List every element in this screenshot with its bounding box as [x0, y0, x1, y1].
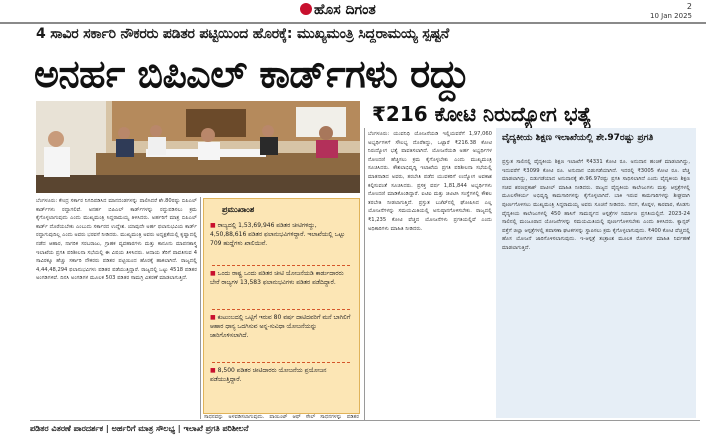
article-column-1: ಬೆಂಗಳೂರು: ಕೇಂದ್ರ ಸರ್ಕಾರ ನಿಗದಿಪಡಿಸಿದ ಮಾನದಂಡಗಳನ್ನು ಪಾಲಿಸಿದರೆ ಶೇ.80ರಷ್ಟು ಬಿಪಿಎಲ್ ಕಾರ್ಡ್‌ಗಳು ರದ್ದಾಗಲಿವೆ. ಅನರ್ಹ ಬಿಪಿಎಲ್ ಕಾರ್ಡ್‌ಗಳನ್ನು ರದ್ದುಪಡಿಸಲು ಕ್ರಮ ಕೈಗೊಳ್ಳಲಾಗುವುದು ಎಂದು ಮುಖ್ಯಮಂತ್ರಿ ಸಿದ್ದರಾಮಯ್ಯ ತಿಳಿಸಿದರು. ಅರ್ಹರಿಗೆ ಮಾತ್ರ ಬಿಪಿಎಲ್ ಕಾರ್ಡ್ ದೊರೆಯಬೇಕು ಎಂಬುದು ಸರ್ಕಾರದ ಉದ್ದೇಶ. ಯಾವುದೇ ಅರ್ಹ ಫಲಾನುಭವಿಯ ಕಾರ್ಡ್ ರದ್ದಾಗುವುದಿಲ್ಲ ಎಂದು ಅವರು ಭರವಸೆ ನೀಡಿದರು. ಮುಖ್ಯಮಂತ್ರಿ ಅವರು ಅಧ್ಯಕ್ಷತೆಯಲ್ಲಿ ಕೃಷ್ಣಾದಲ್ಲಿ ನಡೆದ ಆಹಾರ, ನಾಗರಿಕ ಸರಬರಾಜು, ಗ್ರಾಹಕ ವ್ಯವಹಾರಗಳು ಮತ್ತು ಕಾನೂನು ಮಾಪನಶಾಸ್ತ್ರ ಇಲಾಖೆಯ ಪ್ರಗತಿ ಪರಿಶೀಲನಾ ಸಭೆಯಲ್ಲಿ ಈ ವಿಷಯ ತಿಳಿಸಿದರು. ಆದಾಯ ತೆರಿಗೆ ಪಾವತಿಸುವ 4 ಸಾವಿರಕ್ಕೂ ಹೆಚ್ಚು ಸರ್ಕಾರಿ ನೌಕರರು ಪಡಿತರ ಪಟ್ಟಿಯಿಂದ ಹೊರಕ್ಕೆ ಹಾಕಲಾಗಿದೆ. ರಾಜ್ಯದಲ್ಲಿ 4,44,48,294 ಫಲಾನುಭವಿಗಳು ಪಡಿತರ ಪಡೆಯುತ್ತಿದ್ದಾರೆ. ರಾಜ್ಯದಲ್ಲಿ ಒಟ್ಟು 4518 ಪಡಿತರ ಅಂಗಡಿಗಳಿವೆ. ದಿನಸಿ ಅಂಗಡಿಗಳ ಮೂಲಕ 503 ಪಡಿತರ ಸಾಮಗ್ರಿ ವಿತರಣೆ ಮಾಡಲಾಗುತ್ತಿದೆ.	[36, 198, 197, 282]
highlight-separator	[212, 265, 350, 266]
bottom-rule	[30, 420, 700, 421]
kicker: 4 ಸಾವಿರ ಸರ್ಕಾರಿ ನೌಕರರು ಪಡಿತರ ಪಟ್ಟಿಯಿಂದ ಹೊರಕ್ಕೆ: ಮುಖ್ಯಮಂತ್ರಿ ಸಿದ್ದರಾಮಯ್ಯ ಸ್ಪಷ್ಟನೆ	[36, 26, 450, 42]
bullet-icon: ■	[210, 222, 216, 229]
highlight-item: ■ ಕುಟುಂಬದಲ್ಲಿ ಒಟ್ಟಿಗೆ ಇರುವ 80 ವರ್ಷ ದಾಟಿದವರಿಗೆ ಮನೆ ಬಾಗಿಲಿಗೆ ಆಹಾರ ಧಾನ್ಯ ಒದಗಿಸುವ ಅನ್ನ-ಸುವಿಧಾ ಯೋಜನೆಯನ್ನು ಜಾರಿಗೊಳಿಸಲಾಗಿದೆ.	[210, 314, 351, 339]
bullet-icon: ■	[210, 314, 216, 321]
meeting-photo	[36, 101, 360, 193]
highlight-item: ■ ರಾಜ್ಯದಲ್ಲಿ 1,53,69,946 ಪಡಿತರ ಚೀಟಿಗಳಿದ್ದು, 4,50,88,616 ಪಡಿತರ ಫಲಾನುಭವಿಗಳಿದ್ದಾರೆ. ಇಲಾಖೆಯಲ್ಲಿ ಒಟ್ಟು 709 ಹುದ್ದೆಗಳು ಖಾಲಿಯಿವೆ.	[210, 222, 345, 247]
bullet-icon: ■	[210, 270, 216, 277]
page-number: 2	[686, 2, 692, 11]
logo-mark-icon	[300, 3, 312, 15]
sidebox-body: ಪ್ರಸ್ತುತ ಸಾಲಿನಲ್ಲಿ ವೈದ್ಯಕೀಯ ಶಿಕ್ಷಣ ಇಲಾಖೆಗೆ ₹4331 ಕೋಟಿ ರೂ. ಅನುದಾನ ಹಂಚಿಕೆ ಮಾಡಲಾಗಿದ್ದು, ಇದುವರೆಗೆ ₹3099 ಕೋಟಿ ರೂ. ಅನುದಾನ ಬಿಡುಗಡೆಯಾಗಿದೆ. ಇದರಲ್ಲಿ ₹3005 ಕೋಟಿ ರೂ. ವೆಚ್ಚ ಮಾಡಲಾಗಿದ್ದು, ಬಿಡುಗಡೆಯಾದ ಅನುದಾನಕ್ಕೆ ಶೇ.96.97ರಷ್ಟು ಪ್ರಗತಿ ಸಾಧಿಸಲಾಗಿದೆ ಎಂದು ವೈದ್ಯಕೀಯ ಶಿಕ್ಷಣ ಸಚಿವ ಶರಣಪ್ರಕಾಶ್ ಪಾಟೀಲ್ ಮಾಹಿತಿ ನೀಡಿದರು. ರಾಜ್ಯದ ವೈದ್ಯಕೀಯ ಕಾಲೇಜುಗಳು ಮತ್ತು ಆಸ್ಪತ್ರೆಗಳಲ್ಲಿ ಮೂಲಸೌಕರ್ಯ ಅಭಿವೃದ್ಧಿ ಕಾಮಗಾರಿಗಳನ್ನು ಕೈಗೊಳ್ಳಲಾಗಿದೆ. ಬಾಕಿ ಇರುವ ಕಾಮಗಾರಿಗಳನ್ನು ಶೀಘ್ರವಾಗಿ ಪೂರ್ಣಗೊಳಿಸಲು ಮುಖ್ಯಮಂತ್ರಿ ಸಿದ್ದರಾಮಯ್ಯ ಅವರು ಸೂಚನೆ ನೀಡಿದರು. ಗದಗ, ಕೊಪ್ಪಳ, ಕಾರವಾರ, ಕೊಡಗು ವೈದ್ಯಕೀಯ ಕಾಲೇಜುಗಳಲ್ಲಿ 450 ಹಾಸಿಗೆ ಸಾಮರ್ಥ್ಯದ ಆಸ್ಪತ್ರೆಗಳ ನಿರ್ಮಾಣ ಪ್ರಗತಿಯಲ್ಲಿದೆ. 2023-24 ಸಾಲಿನಲ್ಲಿ ಮಂಜೂರಾದ ಯೋಜನೆಗಳನ್ನು ಸಮಯಮಿತಿಯಲ್ಲಿ ಪೂರ್ಣಗೊಳಿಸಬೇಕು ಎಂದು ತಿಳಿಸಿದರು. ಕ್ಯಾನ್ಸರ್ ಪತ್ತೆಗೆ ಜಿಲ್ಲಾ ಆಸ್ಪತ್ರೆಗಳಲ್ಲಿ ತಪಾಸಣಾ ಘಟಕಗಳನ್ನು ಸ್ಥಾಪಿಸಲು ಕ್ರಮ ಕೈಗೊಳ್ಳಲಾಗುವುದು. ₹400 ಕೋಟಿ ವೆಚ್ಚದಲ್ಲಿ ಹೊಸ ಯೋಜನೆ ಜಾರಿಗೊಳಿಸಲಾಗುವುದು. ಇ-ಆಸ್ಪತ್ರೆ ತಂತ್ರಾಂಶ ಮೂಲಕ ರೋಗಿಗಳ ಮಾಹಿತಿ ನಿರ್ವಹಣೆ ಮಾಡಲಾಗುತ್ತಿದೆ.	[502, 159, 690, 251]
sidebox-title: ವೈದ್ಯಕೀಯ ಶಿಕ್ಷಣ ಇಲಾಖೆಯಲ್ಲಿ ಶೇ.97ರಷ್ಟು ಪ್ರಗತಿ	[502, 133, 654, 143]
highlight-separator	[212, 362, 350, 363]
next-stories-strip: ಪಡಿತರ ವಿತರಣೆ ಪಾರದರ್ಶಕ | ಅರ್ಹರಿಗೆ ಮಾತ್ರ ಸೌಲಭ್ಯ | ಇಲಾಖೆ ಪ್ರಗತಿ ಪರಿಶೀಲನೆ	[30, 424, 249, 433]
medical-education-box	[496, 128, 696, 418]
highlight-separator	[212, 309, 350, 310]
issue-date: 10 Jan 2025	[650, 12, 692, 20]
highlights-title: ಪ್ರಮುಖಾಂಶ	[222, 205, 255, 214]
meeting-photo-illustration	[36, 101, 360, 193]
highlight-item: ■ 8,500 ಪಡಿತರ ಚೀಟಿದಾರರು ಯೋಜನೆಯ ಪ್ರಯೋಜನ ಪಡೆಯುತ್ತಿದ್ದಾರೆ.	[210, 367, 327, 383]
newspaper-logo: ಹೊಸ ದಿಗಂತ	[300, 2, 376, 18]
highlight-item: ■ ಒಂದು ರಾಷ್ಟ್ರ ಒಂದು ಪಡಿತರ ಚೀಟಿ ಯೋಜನೆಯಡಿ ಕಾರ್ಡುದಾರರು ಬೇರೆ ರಾಜ್ಯಗಳ 13,583 ಫಲಾನುಭವಿಗಳು ಪಡಿತರ ಪಡೆದಿದ್ದಾರೆ.	[210, 270, 344, 286]
highlights-box	[203, 198, 360, 414]
bullet-icon: ■	[210, 367, 216, 374]
column-divider	[200, 197, 201, 419]
headline: ಅನರ್ಹ ಬಿಪಿಎಲ್ ಕಾರ್ಡ್‌ಗಳು ರದ್ದು	[34, 52, 470, 96]
article-column-3: ಬೆಂಗಳೂರು: ಯುವನಿಧಿ ಯೋಜನೆಯಡಿ ಇಲ್ಲಿಯವರೆಗೆ 1,97,060 ಅಭ್ಯರ್ಥಿಗಳಿಗೆ ಸೌಲಭ್ಯ ದೊರೆತಿದ್ದು, ಒಟ್ಟಾರೆ ₹216.38 ಕೋಟಿ ನಿರುದ್ಯೋಗ ಭತ್ಯೆ ಪಾವತಿಸಲಾಗಿದೆ. ಯೋಜನೆಯಡಿ ಅರ್ಹ ಅಭ್ಯರ್ಥಿಗಳ ನೋಂದಣಿ ಹೆಚ್ಚಿಸಲು ಕ್ರಮ ಕೈಗೊಳ್ಳಬೇಕು ಎಂದು ಮುಖ್ಯಮಂತ್ರಿ ಸೂಚಿಸಿದರು. ಕೌಶಲಾಭಿವೃದ್ಧಿ ಇಲಾಖೆಯ ಪ್ರಗತಿ ಪರಿಶೀಲನಾ ಸಭೆಯಲ್ಲಿ ಮಾತನಾಡಿದ ಅವರು, ತರಬೇತಿ ಪಡೆದ ಯುವಕರಿಗೆ ಉದ್ಯೋಗ ಅವಕಾಶ ಕಲ್ಪಿಸುವಂತೆ ಸೂಚಿಸಿದರು. ಪ್ರಸಕ್ತ ವರ್ಷ 1,81,844 ಅಭ್ಯರ್ಥಿಗಳು ನೋಂದಣಿ ಮಾಡಿಕೊಂಡಿದ್ದಾರೆ. ಐಟಿಐ ಮತ್ತು ಜಿಟಿಟಿಸಿ ಸಂಸ್ಥೆಗಳಲ್ಲಿ ಕೌಶಲ ತರಬೇತಿ ನೀಡಲಾಗುತ್ತಿದೆ. ಪ್ರಸ್ತುತ ಬಜೆಟ್‌ನಲ್ಲಿ ಘೋಷಿಸಿದ ಎಲ್ಲ ಯೋಜನೆಗಳನ್ನು ಸಮಯಮಿತಿಯಲ್ಲಿ ಅನುಷ್ಠಾನಗೊಳಿಸಬೇಕು. ರಾಜ್ಯದಲ್ಲಿ ₹1,235 ಕೋಟಿ ವೆಚ್ಚದ ಯೋಜನೆಗಳು ಪ್ರಗತಿಯಲ್ಲಿವೆ ಎಂದು ಅಧಿಕಾರಿಗಳು ಮಾಹಿತಿ ನೀಡಿದರು.	[368, 131, 492, 232]
column-divider	[364, 128, 365, 420]
article-column-2-tail: ಸಾಧನವನ್ನು ಅಳವಡಿಸಲಾಗುವುದು. ಪಾಯಿಂಟ್ ಆಫ್ ಸೇಲ್ ಸಾಧನಗಳನ್ನು ಪಡಿತರ	[204, 414, 359, 419]
subhead-unemployment-allowance: ₹216 ಕೋಟಿ ನಿರುದ್ಯೋಗ ಭತ್ಯೆ	[372, 102, 592, 126]
